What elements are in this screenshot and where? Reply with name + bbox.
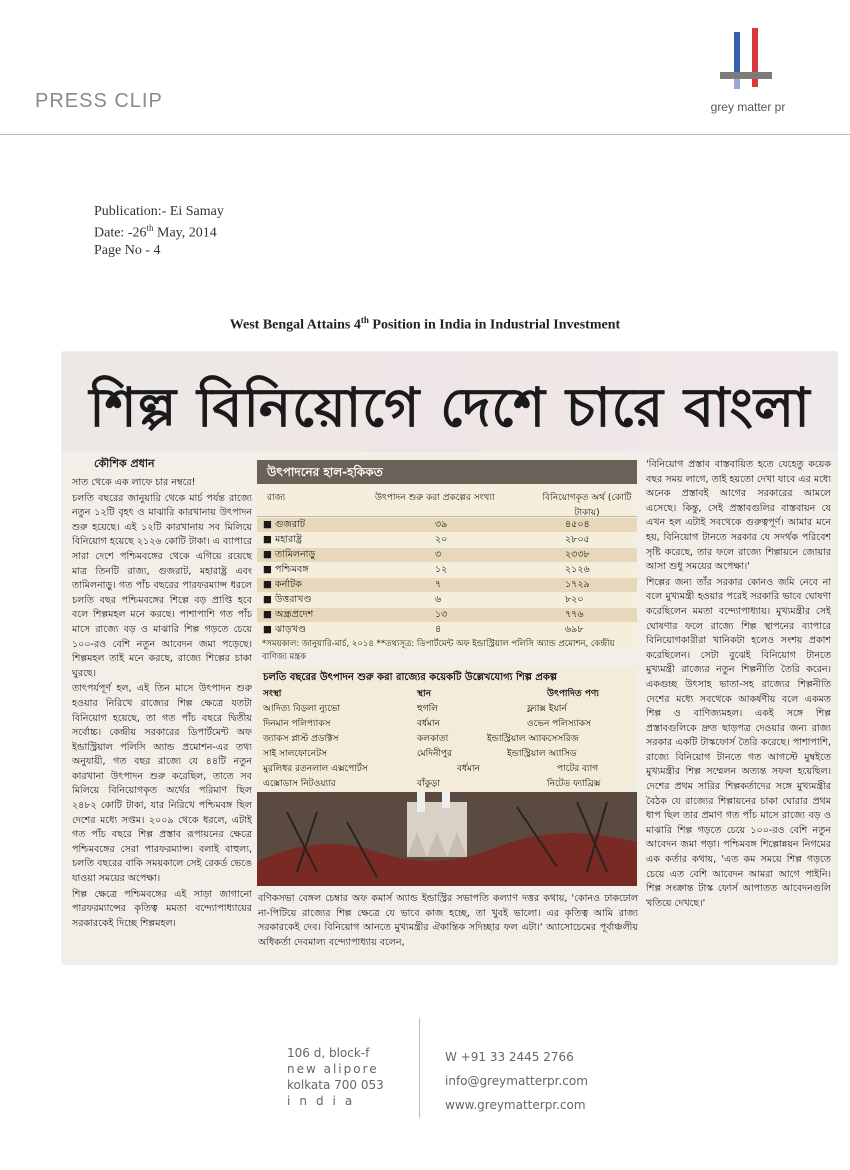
clip-banner [62,352,837,452]
left-column [72,476,252,956]
publication-line: Publication:- Ei Samay [94,204,224,219]
address-line: kolkata 700 053 [287,1078,384,1092]
place-cell: মেদিনীপুর [417,749,452,759]
projects-cell: ৩ [435,549,442,560]
projects-cell: ২০ [435,534,448,545]
investment-cell: ৮২০ [565,594,584,605]
investment-cell: ৪৫০৪ [565,519,590,530]
table-row [257,746,637,760]
investment-cell: ১৭২৯ [565,579,590,590]
company-cell: এক্সোডাস নিটওয়্যার [263,779,336,789]
col-product: উৎপাদিত পণ্য [547,689,599,699]
logo-text: grey matter pr [710,100,786,114]
left-para: শিল্প ক্ষেত্রে পশ্চিমবঙ্গের এই সাড়া জাগানো পারফরম্যান্সের কৃতিত্ব মমতা বন্দ্যোপাধ্যায়ের সরকারকেই দিচ্ছে শিল্পমহল। [72,888,252,929]
left-para: সাত থেকে এক লাফে চার নম্বরে! [72,477,196,488]
investment-cell: ২৩৩৮ [565,549,590,560]
place-cell: বর্ধমান [417,719,441,729]
place-cell: বাঁকুড়া [417,779,440,789]
greymatter-logo-icon [710,28,786,98]
email-link[interactable]: info@greymatterpr.com [445,1074,588,1088]
investment-cell: ৬৯৮ [565,624,584,635]
projects-table [257,668,637,886]
table2-title: চলতি বছরের উৎপাদন শুরু করা রাজ্যের কয়েকটি উল্লেখযোগ্য শিল্প প্রকল্প [263,672,558,683]
table1-note: *সময়কাল: জানুয়ারি-মার্চ, ২০১৪ **তথ্যসূত্র: ডিপার্টমেন্ট অফ ইন্ডাস্ট্রিয়াল পলিসি অ্যান্ড প্রমোশন, কেন্দ্রীয় বাণিজ্য মন্ত্রক [262,639,615,662]
headline-post: Position in India in Industrial Investment [368,317,621,333]
footer-divider [419,1018,420,1118]
address-line: new alipore [287,1062,379,1076]
investment-cell: ২৮০৫ [565,534,590,545]
projects-cell: ৪ [435,624,442,635]
footer-contact [445,1045,588,1117]
state-cell: ■ মহারাষ্ট্র [263,534,303,545]
greymatter-logo [698,28,798,120]
industry-illustration [257,792,637,886]
table1-header [257,487,637,517]
company-cell: আদিত্য বিড়লা ন্যুভো [263,704,341,714]
state-cell: ■ তামিলনাড়ু [263,549,316,560]
left-para: তাৎপর্যপূর্ণ হল, এই তিন মাসে উৎপাদন শুরু হওয়ার নিরিখে রাজ্যের শিল্প ক্ষেত্রে যতটা বিনিয়োগ হয়েছে, তা গত পাঁচ বছরে দ্বিতীয় সর্বোচ্চ। কেন্দ্রীয় সরকারের ডিপার্টমেন্ট অফ ইন্ডাস্ট্রিয়াল পলিসি অ্যান্ড প্রমোশন-এর তথ্য অনুযায়ী, গত বছর রাজ্যে যে ৪৪টি নতুন কারখানা উৎপাদন শুরু করেছিল, তাতে সব মিলিয়ে বিনিয়োগকৃত অর্থের পরিমাণ ছিল ২৪৮২ কোটি টাকা, যার নিরিখে পশ্চিমবঙ্গ ছিল দেশের মধ্যে সপ্তম। ২০০৯ থেকে ধরলে, এটাই গত পাঁচ বছরে শিল্প প্রস্তাব রূপায়নের ক্ষেত্রে পশ্চিমবঙ্গের সেরা পারফরম্যান্স। বলাই বাহুল্য, চলতি বছরের বাকি সময়কালে সেই রেকর্ড ভেঙে যাওয়া সময়ের অপেক্ষা। [72,683,252,885]
table-row [257,716,637,730]
table-row [257,731,637,745]
phone-number: W +91 33 2445 2766 [445,1050,574,1064]
projects-cell: ৬ [435,594,442,605]
investment-table [257,460,637,650]
footer-address [287,1045,384,1109]
table-row [257,518,637,532]
page-line: Page No - 4 [94,242,161,258]
headline-sup: th [360,315,369,325]
product-cell: পাটের ব্যাগ [557,764,599,774]
col-investment: বিনিয়োগকৃত অর্থ (কোটি টাকায়) [542,493,632,518]
investment-cell: ২১২৬ [565,564,590,575]
product-cell: ফ্ল্যাক্স ইয়ার্ন [527,704,567,714]
state-cell: ■ পশ্চিমবঙ্গ [263,564,309,575]
table-row [257,548,637,562]
address-line: india [287,1094,362,1108]
company-cell: জ্যাকস প্লাস্ট প্রডাক্টস [263,734,339,744]
table1-title: উৎপাদনের হাল-হকিকত [257,460,637,484]
company-cell: মুরলিধর রতনলাল এক্সপোর্টস [263,764,368,774]
company-cell: দিনমান পলিপ্যাকস [263,719,331,729]
table-row [257,578,637,592]
address-line: 106 d, block-f [287,1046,370,1060]
projects-cell: ১২ [435,564,448,575]
col-projects: উৎপাদন শুরু করা প্রকল্পের সংখ্যা [375,493,495,503]
website-link[interactable]: www.greymatterpr.com [445,1098,586,1112]
english-headline [0,315,850,334]
press-clip-label: PRESS CLIP [35,90,163,112]
publication-info [94,203,224,259]
place-cell: কলকাতা [417,734,449,744]
date-suffix: May, 2014 [153,225,217,241]
state-cell: ■ গুজরাট [263,519,306,530]
product-cell: ওভেন পলিস্যাকস [527,719,591,729]
bengali-headline: শিল্প বিনিয়োগে দেশে চারে বাংলা [89,376,811,439]
table1-rows [257,518,637,636]
investment-cell: ৭৭৬ [565,609,584,620]
date-prefix: Date: -26 [94,225,147,241]
table-row [257,563,637,577]
left-para: চলতি বছরের জানুয়ারি থেকে মার্চ পর্যন্ত রাজ্যে নতুন ১২টি বৃহৎ ও মাঝারি কারখানায় উৎপাদন শুরু হয়েছে। এই ১২টি কারখানায় সব মিলিয়ে বিনিয়োগ হয়েছে ২১২৬ কোটি টাকা। এ ব্যাপারে সারা দেশে পশ্চিমবঙ্গের থেকে এগিয়ে রয়েছে মাত্র তিনটি রাজ্য, গুজরাট, মহারাষ্ট্র এবং তামিলনাড়ু। গত পাঁচ বছরের পারফরম্যান্স ধরলে চলতি বছর পশ্চিমবঙ্গের শিল্পে বড় প্রাপ্তি হবে বলে শিল্পমহল মনে করছে। পাশাপাশি গত পাঁচ মাসে রাজ্যে বড় ও মাঝারি শিল্প গড়তে চেয়ে ১০০-রও বেশি নতুন আবেদন জমা পড়েছে। শিল্পমহল তাই মনে করছে, রাজ্যে শিল্পের চাকা ঘুরছে। [72,492,252,679]
state-cell: ■ অন্ধ্রপ্রদেশ [263,609,314,620]
projects-cell: ৩৯ [435,519,448,530]
projects-cell: ৭ [435,579,442,590]
place-cell: হুগলি [417,704,438,714]
state-cell: ■ কর্নাটক [263,579,302,590]
headline-pre: West Bengal Attains 4 [229,317,361,333]
col-company: সংস্থা [263,689,282,699]
table-row [257,623,637,637]
product-cell: ইন্ডাস্ট্রিয়াল অ্যাসিড [507,749,577,759]
date-sup: th [146,223,154,233]
col-state: রাজ্য [267,493,286,503]
state-cell: ■ উত্তরাখণ্ড [263,594,312,605]
right-column [646,458,831,958]
place-cell: বর্ধমান [457,764,481,774]
table-row [257,593,637,607]
right-para: শিল্পের জন্য তাঁর সরকার কোনও জমি নেবে না বলে মুখ্যমন্ত্রী হওয়ার পরেই সরকারি ভাবে ঘোষণা করেছিলেন মমতা বন্দ্যোপাধ্যায়। মুখ্যমন্ত্রীর সেই ঘোষণার ফলে রাজ্যে শিল্প স্থাপনের ব্যাপারে বিনিয়োগকারীরা খানিকটা হলেও সংশয় প্রকাশ করেছিলেন। সেটা বুঝেই বিনিয়োগ টানতে মুখ্যমন্ত্রী রাজ্যের নতুন শিল্পনীতি তৈরি করেন। একগুচ্ছ উৎসাহ ভাতা-সহ রাজ্যের শিল্পনীতি দেশের মধ্যে সবথেকে আকর্ষণীয় বলে একমত শিল্প ও বাণিজ্যমহল। একই সঙ্গে শিল্প প্রস্তাবগুলিকে দ্রুত ছাড়পত্র দেওয়ার জন্য রাজ্য সরকার একটি টাস্কফোর্স তৈরি করেছে। পাশাপাশি, রাজ্যে বিনিয়োগ টানতে গত আগস্টে মুম্বইতে মুখ্যমন্ত্রীর শিল্প সম্মেলন অত্যন্ত সফল হয়েছিল। দেশের প্রথম সারির শিল্পকর্তাদের সঙ্গে মুখ্যমন্ত্রীর বৈঠক যে রাজ্যের শিল্পায়নের চাকা ঘোরার প্রথম ধাপ ছিল তার প্রমাণ গত পাঁচ মাসে রাজ্যে বড় ও মাঝারি শিল্প গড়তে চেয়ে ১০০-রও বেশি নতুন আবেদন জমা পড়া। পশ্চিমবঙ্গ শিল্পোন্নয়ন নিগমের এক কর্তার কথায়, 'এত কম সময়ে শিল্প গড়তে চেয়ে এত বেশি আবেদন আমরা আগে পাইনি। শিল্প সংক্রান্ত টাস্ক ফোর্স আপাতত আবেদনগুলি খতিয়ে দেখছে।' [646,576,831,909]
col-place: স্থান [417,689,431,699]
state-cell: ■ ঝাড়খণ্ড [263,624,307,635]
table-row [257,533,637,547]
table-row [257,776,637,790]
header-rule [0,134,850,135]
newspaper-clipping [62,352,837,964]
projects-cell: ১৩ [435,609,448,620]
right-para: 'বিনিয়োগ প্রস্তাব বাস্তবায়িত হতে যেহেতু কয়েক বছর সময় লাগে, তাই হয়তো দেখা যাবে এর মধ্যে অনেক প্রস্তাবই আগের সরকারের আমলে এসেছে। কিন্তু, সেই প্রস্তাবগুলির বাস্তবায়ন যে এখন হল এটাই সবথেকে গুরুত্বপূর্ণ। আমার মনে হয়, বিনিয়োগ টানতে সরকার যে সদর্থক পরিবেশ সৃষ্টি করেছে, তার ফলে রাজ্যে শিল্পায়নে জোয়ার আসা শুধু সময়ের অপেক্ষা।' [646,459,831,573]
company-cell: সাই সালফোনেটস [263,749,327,759]
table-row [257,761,637,775]
table2-header [257,686,637,700]
date-line [94,220,224,242]
bottom-text: বণিকসভা বেঙ্গল চেম্বার অফ কমার্স অ্যান্ড ইন্ডাস্ট্রির সভাপতি কল্যাণ দত্তর কথায়, 'কোনও ঢাকঢোল না-পিটিয়ে রাজ্যের শিল্প ক্ষেত্রে যে ভাবে কাজ হচ্ছে, তা খুবই ভালো। এর কৃতিত্ব আমি রাজ্য সরকারকেই দেব। বিনিয়োগ আনতে মুখ্যমন্ত্রীর ঐকান্তিক সদিচ্ছার ফল এটা।' অ্যাসোচেমের পূর্বাঞ্চলীয় অধিকর্তা দেবমাল্য বন্দ্যোপাধ্যায় বলেন, [258,893,638,948]
byline: কৌশিক প্রধান [94,457,155,470]
product-cell: নিটেড ফ্যাব্রিক্স [547,779,601,789]
table-row [257,608,637,622]
product-cell: ইন্ডাস্ট্রিয়াল অ্যাকসেসরিজ [487,734,579,744]
table-row [257,701,637,715]
